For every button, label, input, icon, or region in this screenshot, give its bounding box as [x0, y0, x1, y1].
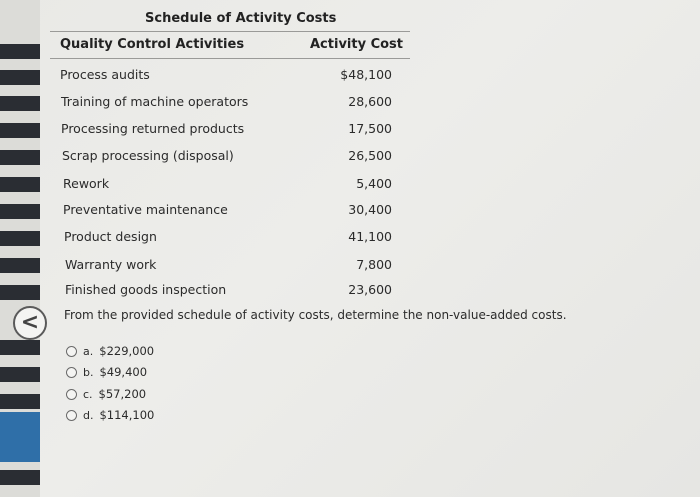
option-letter: c. [83, 387, 93, 401]
activity-cost: 7,800 [356, 257, 392, 272]
table-row [0, 282, 410, 309]
sidebar-stripe-active [0, 412, 40, 462]
activity-name: Training of machine operators [61, 94, 249, 109]
option-letter: a. [83, 344, 94, 358]
activity-name: Warranty work [65, 257, 157, 272]
activity-cost: 41,100 [348, 229, 392, 244]
answer-option-c[interactable] [66, 385, 146, 403]
radio-icon[interactable] [66, 389, 77, 400]
chevron-left-icon: < [20, 310, 40, 335]
answer-option-b[interactable] [66, 363, 147, 381]
table-row [0, 257, 410, 284]
activity-name: Product design [64, 229, 157, 244]
activity-name: Finished goods inspection [65, 282, 227, 297]
table-row [0, 94, 410, 121]
option-letter: d. [83, 408, 94, 422]
radio-icon[interactable] [66, 367, 77, 378]
option-value: $49,400 [99, 365, 148, 379]
table-top-rule [50, 31, 410, 32]
activity-cost: 30,400 [348, 202, 392, 217]
table-row [0, 67, 410, 94]
activity-name: Process audits [60, 67, 150, 82]
activity-name: Rework [63, 176, 110, 191]
table-row [0, 229, 410, 256]
table-header-rule [50, 58, 410, 59]
activity-cost: 28,600 [348, 94, 392, 109]
sidebar-stripe [0, 44, 40, 59]
activity-name: Preventative maintenance [63, 202, 228, 217]
table-row [0, 176, 410, 203]
answer-option-a[interactable] [66, 342, 154, 360]
sidebar-stripe [0, 367, 40, 382]
radio-icon[interactable] [66, 346, 77, 357]
table-row [0, 121, 410, 148]
schedule-title: Schedule of Activity Costs [145, 11, 337, 26]
activity-name: Processing returned products [61, 121, 245, 136]
option-value: $57,200 [98, 387, 147, 401]
option-value: $229,000 [99, 344, 155, 358]
activity-cost: $48,100 [340, 67, 392, 82]
sidebar-stripe [0, 470, 40, 485]
radio-icon[interactable] [66, 410, 77, 421]
activity-cost: 23,600 [348, 282, 392, 297]
table-row [0, 202, 410, 229]
activity-cost: 5,400 [356, 176, 392, 191]
answer-option-d[interactable] [66, 406, 154, 424]
sidebar-stripe [0, 340, 40, 355]
activity-name: Scrap processing (disposal) [62, 148, 234, 163]
column-header-activity: Quality Control Activities [60, 37, 245, 52]
option-letter: b. [83, 365, 94, 379]
sidebar-stripe [0, 394, 40, 409]
back-button[interactable] [13, 306, 47, 340]
option-value: $114,100 [99, 408, 155, 422]
table-row [0, 148, 410, 175]
activity-cost: 26,500 [348, 148, 392, 163]
activity-cost: 17,500 [348, 121, 392, 136]
column-header-cost: Activity Cost [310, 37, 404, 52]
question-text: From the provided schedule of activity costs, determine the non-value-added costs. [64, 308, 567, 322]
